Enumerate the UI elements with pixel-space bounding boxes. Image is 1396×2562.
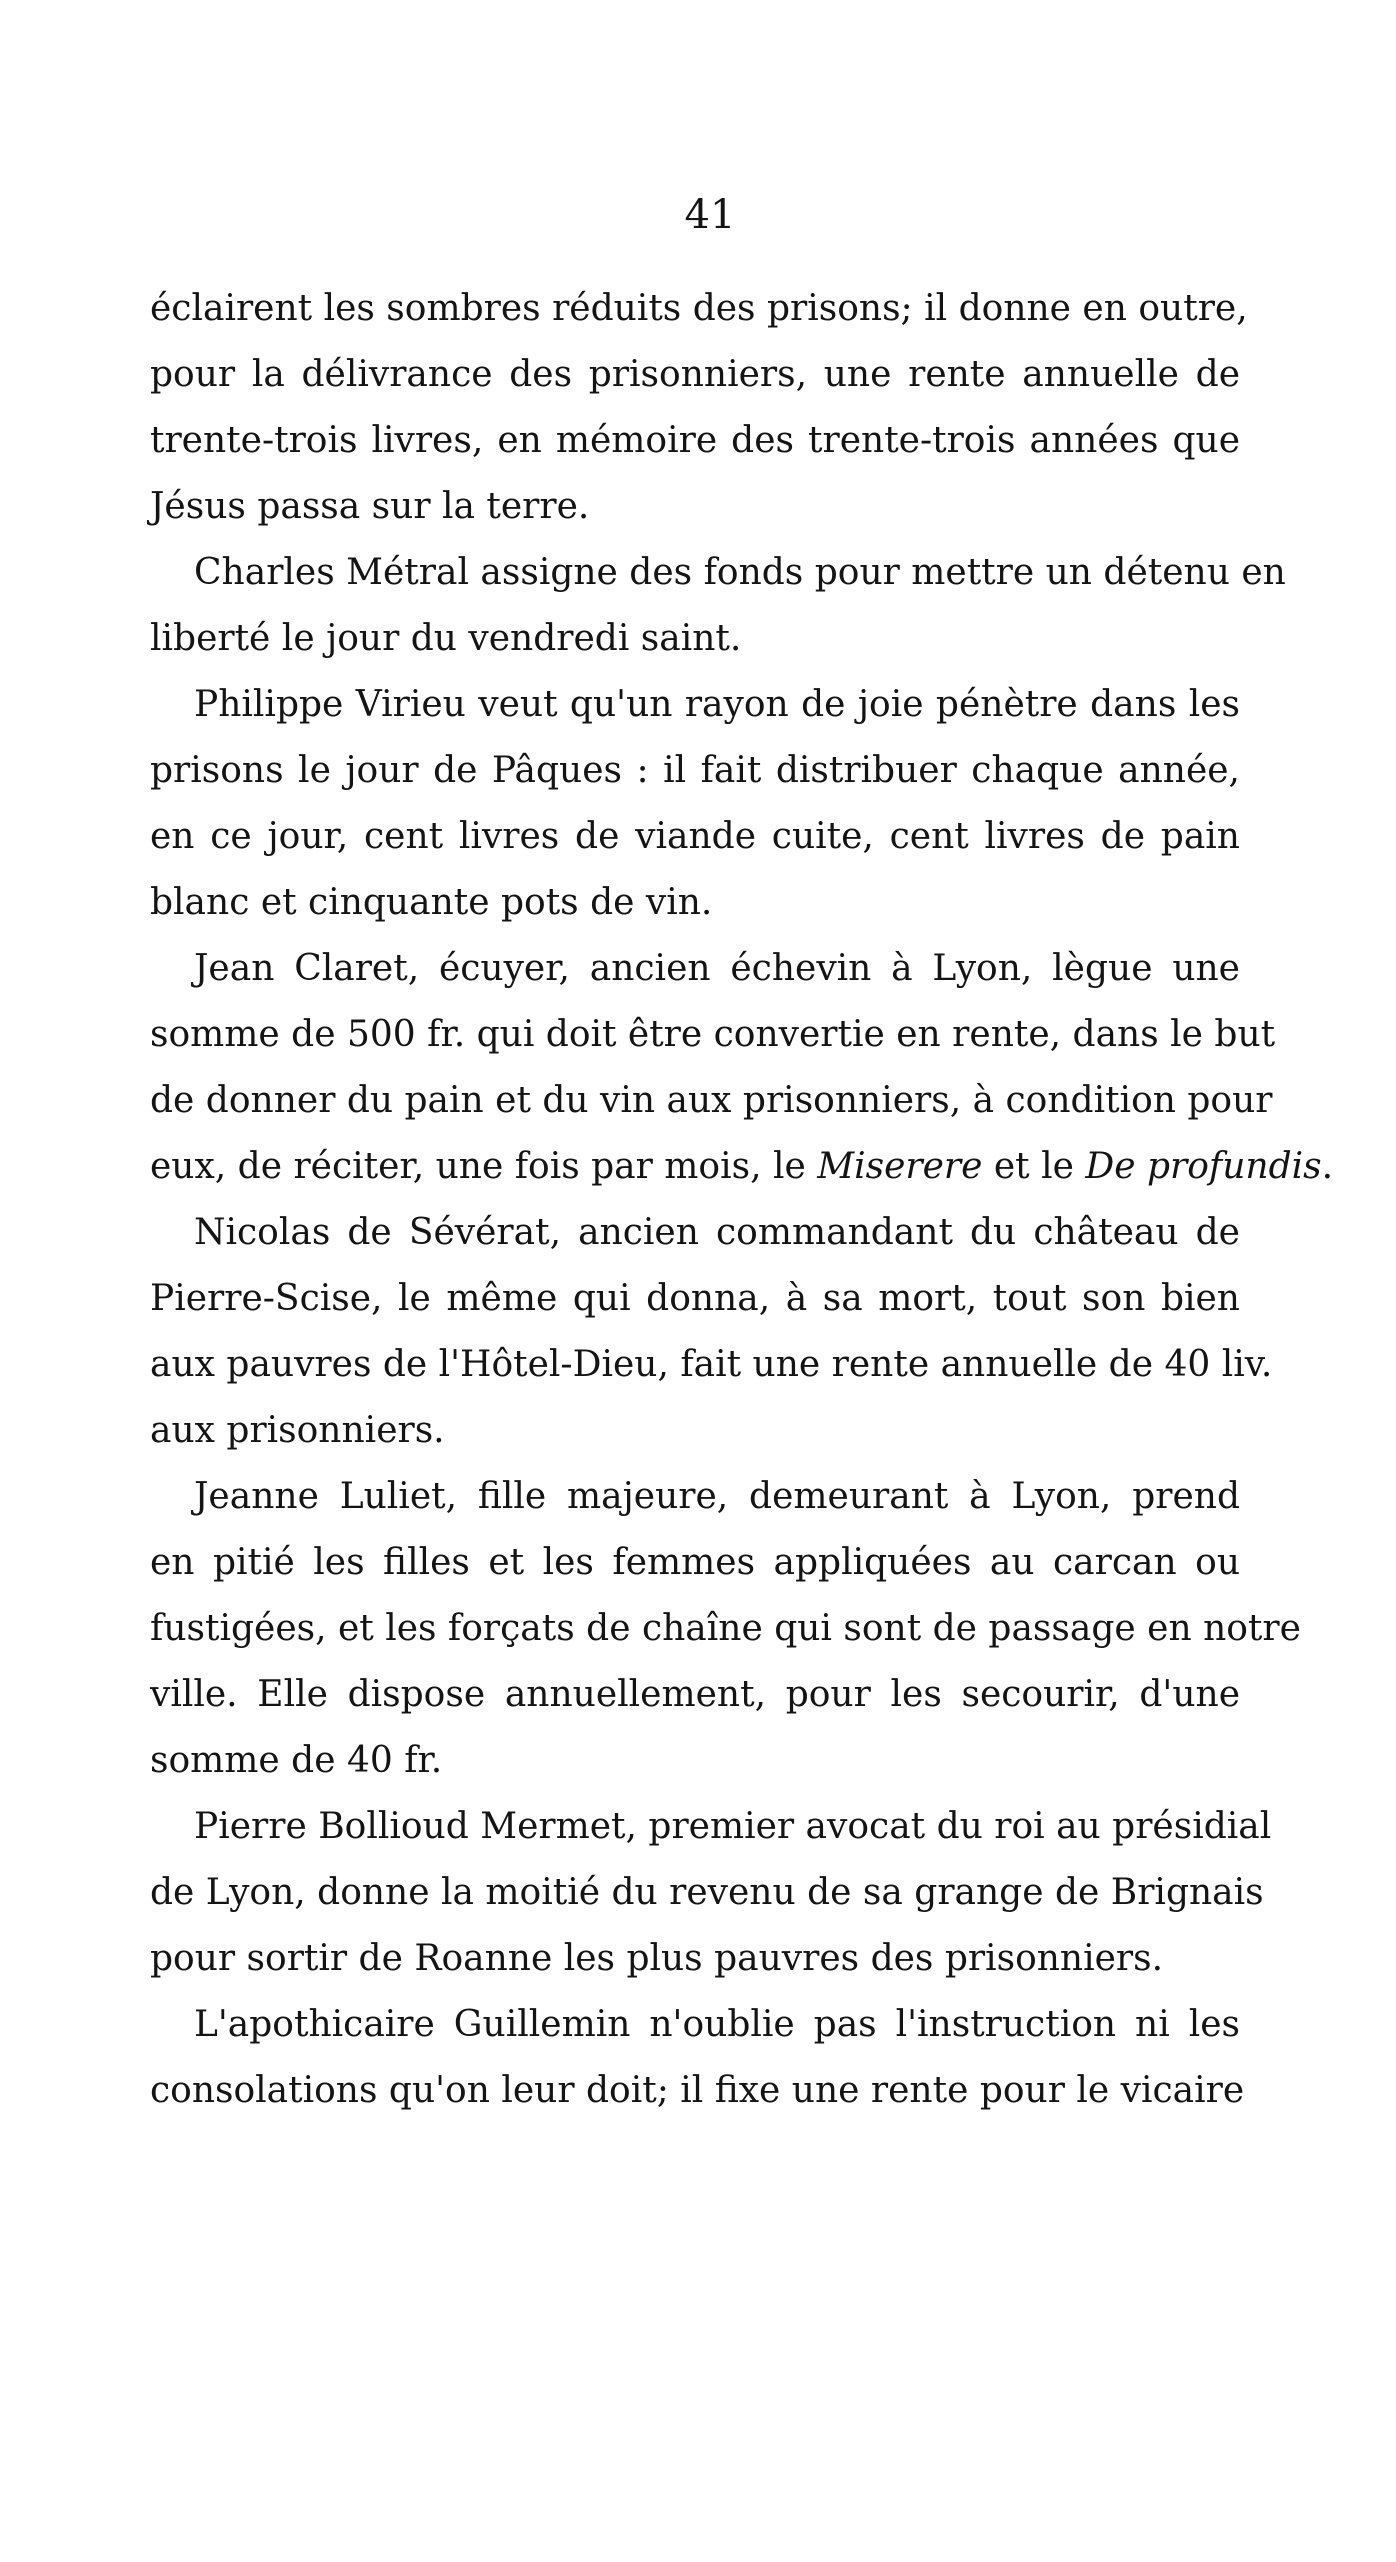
text-line: somme de 40 fr. bbox=[150, 1740, 443, 1781]
text-line: somme de 500 fr. qui doit être convertie en rente, dans le but bbox=[150, 1014, 1276, 1055]
text-line: liberté le jour du vendredi saint. bbox=[150, 618, 742, 659]
text-line: Jésus passa sur la terre. bbox=[150, 486, 590, 527]
paragraph-6 bbox=[150, 1464, 1301, 1794]
text-line: Pierre Bollioud Mermet, premier avocat du roi au présidial bbox=[194, 1806, 1272, 1847]
text-run: . bbox=[1321, 1146, 1334, 1187]
paragraph-2 bbox=[150, 540, 1286, 672]
text-line: de Lyon, donne la moitié du revenu de sa grange de Brignais bbox=[150, 1872, 1264, 1913]
text-line: Jean Claret, écuyer, ancien échevin à Lyon, lègue une bbox=[194, 948, 1240, 989]
text-line: ville. Elle dispose annuellement, pour les secourir, d'une bbox=[150, 1674, 1240, 1715]
text-line: Pierre-Scise, le même qui donna, à sa mort, tout son bien bbox=[150, 1278, 1240, 1319]
text-line: pour sortir de Roanne les plus pauvres des prisonniers. bbox=[150, 1938, 1164, 1979]
text-line: Charles Métral assigne des fonds pour mettre un détenu en bbox=[194, 552, 1286, 593]
text-line: fustigées, et les forçats de chaîne qui sont de passage en notre bbox=[150, 1608, 1301, 1649]
text-line: Philippe Virieu veut qu'un rayon de joie pénètre dans les bbox=[194, 684, 1240, 725]
paragraph-7 bbox=[150, 1794, 1272, 1992]
paragraph-3 bbox=[150, 672, 1240, 936]
text-line: Nicolas de Sévérat, ancien commandant du château de bbox=[194, 1212, 1240, 1253]
text-run: et le bbox=[982, 1146, 1086, 1187]
text-line: en pitié les filles et les femmes appliquées au carcan ou bbox=[150, 1542, 1240, 1583]
text-run: eux, de réciter, une fois par mois, le bbox=[150, 1146, 818, 1187]
paragraph-8 bbox=[150, 1992, 1245, 2124]
text-line: de donner du pain et du vin aux prisonniers, à condition pour bbox=[150, 1080, 1273, 1121]
text-line: éclairent les sombres réduits des prisons; il donne en outre, bbox=[150, 288, 1248, 329]
paragraph-5 bbox=[150, 1200, 1273, 1464]
italic-latin-title: De profundis bbox=[1085, 1146, 1322, 1187]
text-line: aux prisonniers. bbox=[150, 1410, 445, 1451]
text-line: prisons le jour de Pâques : il fait distribuer chaque année, bbox=[150, 750, 1240, 791]
text-line: consolations qu'on leur doit; il fixe une rente pour le vicaire bbox=[150, 2070, 1245, 2111]
text-line bbox=[150, 1134, 1334, 1200]
text-line: aux pauvres de l'Hôtel-Dieu, fait une rente annuelle de 40 liv. bbox=[150, 1344, 1273, 1385]
text-line: Jeanne Luliet, fille majeure, demeurant à Lyon, prend bbox=[194, 1476, 1240, 1517]
text-line: pour la délivrance des prisonniers, une rente annuelle de bbox=[150, 354, 1240, 395]
page-number: 41 bbox=[684, 192, 736, 238]
text-line: trente-trois livres, en mémoire des trente-trois années que bbox=[150, 420, 1240, 461]
text-line: blanc et cinquante pots de vin. bbox=[150, 882, 713, 923]
text-line: L'apothicaire Guillemin n'oublie pas l'instruction ni les bbox=[194, 2004, 1240, 2045]
paragraph-4 bbox=[150, 936, 1334, 1200]
body-text bbox=[150, 276, 1334, 2124]
italic-latin-title: Miserere bbox=[817, 1146, 983, 1187]
text-line: en ce jour, cent livres de viande cuite, cent livres de pain bbox=[150, 816, 1240, 857]
paragraph-1 bbox=[150, 276, 1248, 540]
